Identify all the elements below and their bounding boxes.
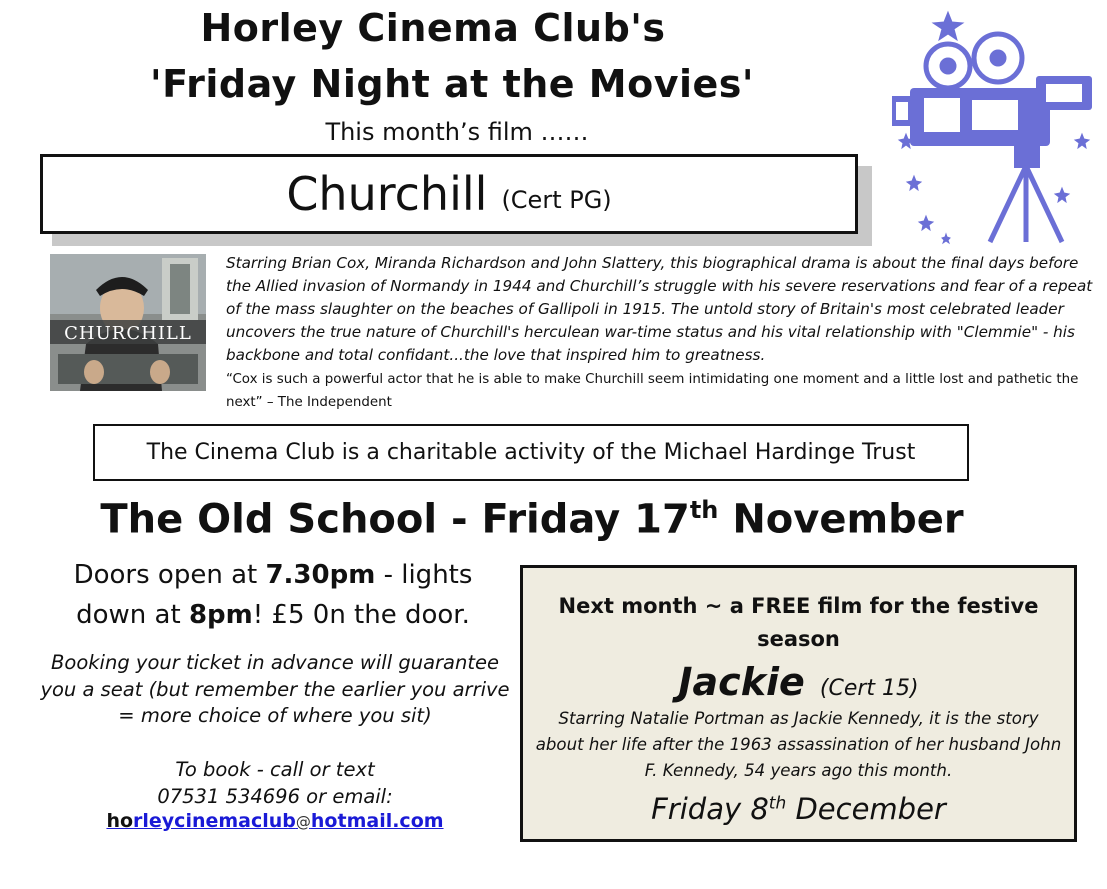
email-domain: hotmail.com [310, 810, 444, 832]
film-title: Churchill [286, 167, 488, 221]
lights-text: - lights down at [76, 560, 473, 630]
doors-info [48, 555, 498, 635]
booking-contact-line2: 07531 534696 or email: [157, 785, 393, 808]
star-icon [942, 234, 950, 243]
star-icon [1075, 134, 1089, 148]
venue-date-suffix: th [689, 496, 719, 524]
venue-date-main: The Old School - Friday 17 [100, 496, 690, 543]
doors-time: 7.30pm [265, 560, 376, 590]
movie-camera-illustration [886, 6, 1104, 246]
next-date-month: December [786, 792, 946, 826]
club-title: Horley Cinema Club's [200, 6, 666, 50]
film-poster [50, 254, 206, 391]
next-month-box [520, 565, 1077, 842]
next-date-suffix: th [768, 793, 787, 814]
star-icon [933, 12, 963, 40]
email-at: @ [295, 813, 311, 831]
lights-time: 8pm [188, 600, 253, 630]
review-quote: “Cox is such a powerful actor that he is able to make Churchill seem intimidating one moment and a little lost and pathetic the next” – The Independent [226, 372, 1079, 410]
next-month-header: Next month ~ a FREE film for the festive season [558, 594, 1039, 651]
film-synopsis: Starring Brian Cox, Miranda Richardson and John Slattery, this biographical drama is about the final days before the Allied invasion of Normandy in 1944 and Churchill’s struggle with his severe reservations and fear of a repeat of the mass slaughter on the beaches of Gallipoli in 1915. The untold story of Britain's most celebrated leader uncovers the true nature of Churchill's herculean war-time status and his vital relationship with "Clemmie" - his backbone and total confidant...the love that inspired him to greatness. [226, 254, 1093, 364]
booking-contact [40, 756, 510, 810]
venue-date-month: November [718, 496, 964, 543]
film-title-box [40, 154, 858, 234]
venue-date-heading [0, 496, 1064, 542]
next-film-date [523, 792, 1074, 826]
next-film-title: Jackie [678, 660, 805, 704]
this-month-label: This month’s film …… [325, 118, 589, 146]
booking-contact-line1: To book - call or text [175, 758, 375, 781]
doors-text: Doors open at [73, 560, 266, 590]
next-date-main: Friday 8 [651, 792, 769, 826]
booking-advice: Booking your ticket in advance will guarantee you a seat (but remember the earlier you arrive = more choice of where you sit) [40, 651, 510, 728]
trust-notice-box [93, 424, 969, 481]
email-user: rleycinemaclub [133, 810, 296, 832]
trust-notice: The Cinema Club is a charitable activity of the Michael Hardinge Trust [146, 440, 916, 465]
next-film-description: Starring Natalie Portman as Jackie Kennedy, it is the story about her life after the 1963 assassination of her husband John F. Kennedy, 54 years ago this month. [535, 709, 1062, 780]
next-film-cert: (Cert 15) [819, 676, 919, 701]
series-title: 'Friday Night at the Movies' [149, 62, 755, 106]
film-cert: (Cert PG) [501, 186, 612, 214]
email-lead: ho [106, 810, 134, 832]
email-link[interactable] [40, 810, 510, 832]
price-text: ! £5 0n the door. [252, 600, 470, 630]
next-film-row [523, 660, 1074, 704]
star-icon [919, 216, 933, 230]
star-icon [907, 176, 921, 190]
star-icon [1055, 188, 1069, 202]
poster-title: CHURCHILL [64, 323, 192, 344]
